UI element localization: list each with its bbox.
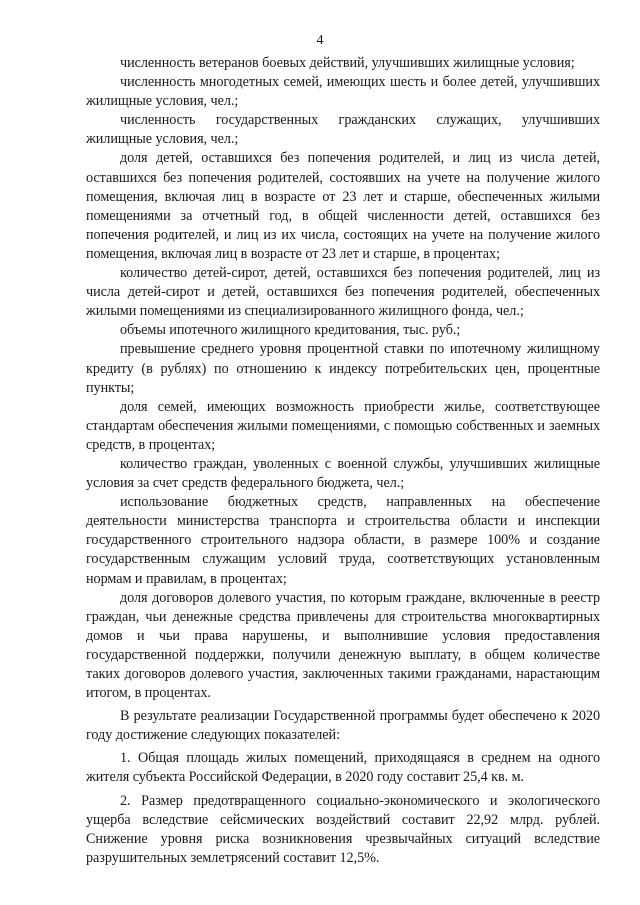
indicator-mortgage-volume: объемы ипотечного жилищного кредитования, тыс. руб.; [120, 322, 461, 339]
indicator-orphans-count: количество детей-сирот, детей, оставшихся без попечения родителей, лиц из числа детей-сирот и детей, оставшихся без попечения родителей, обеспеченных жилыми помещениями из специализированного жилищного фонда, чел.; [86, 265, 600, 320]
indicator-civil-servants: численность государственных гражданских служащих, улучшивших жилищные условия, чел.; [86, 112, 600, 148]
result-item-2: 2. Размер предотвращенного социально-экономического и экологического ущерба вследствие сейсмических воздействий составит 22,92 млрд. рублей. Снижение уровня риска возникновения чрезвычайных ситуаций вследствие разрушительных землетрясений составит 12,5%. [86, 792, 600, 866]
indicator-shared-construction: доля договоров долевого участия, по которым граждане, включенные в реестр граждан, чьи денежные средства привлечены для строительства многоквартирных домов и чьи права нарушены, и выполнившие условия предоставления государственной поддержки, получили денежную выплату, в общем количестве таких договоров долевого участия, заключенных такими гражданами, нарастающим итогом, в процентах. [86, 589, 600, 702]
indicator-combat-veterans: численность ветеранов боевых действий, улучшивших жилищные условия; [120, 55, 575, 71]
result-item-1: 1. Общая площадь жилых помещений, приходящаяся в среднем на одного жителя субъекта Российской Федерации, в 2020 году составит 25,4 кв. м. [86, 750, 600, 786]
indicator-orphans-share: доля детей, оставшихся без попечения родителей, и лиц из числа детей, оставшихся без попечения родителей, состоявших на учете на получение жилого помещения, включая лиц в возрасте от 23 лет и старше, обеспеченных жилыми помещениями за отчетный год, в общей численности детей, оставшихся без попечения родителей, и лиц из их числа, состоящих на учете на получение жилого помещения, включая лиц в возрасте от 23 лет и старше, в процентах; [86, 150, 600, 262]
indicator-discharged-military: количество граждан, уволенных с военной службы, улучшивших жилищные условия за счет средств федерального бюджета, чел.; [86, 455, 600, 492]
indicator-mortgage-rate: превышение среднего уровня процентной ставки по ипотечному жилищному кредиту (в рублях) по отношению к индексу потребительских цен, процентные пункты; [86, 341, 600, 396]
indicator-budget-use: использование бюджетных средств, направленных на обеспечение деятельности министерства транспорта и строительства области и инспекции государственного строительного надзора области, в размере 100% и создание государственным служащим условий труда, соответствующих установленным нормам и правилам, в процентах; [86, 494, 600, 587]
indicator-housing-affordability: доля семей, имеющих возможность приобрести жилье, соответствующее стандартам обеспечения жилыми помещениями, с помощью собственных и заемных средств, в процентах; [86, 398, 600, 453]
page-number: 4 [316, 33, 324, 48]
document-body [86, 54, 600, 868]
results-intro: В результате реализации Государственной программы будет обеспечено к 2020 году достижение следующих показателей: [86, 708, 600, 744]
indicator-large-families: численность многодетных семей, имеющих шесть и более детей, улучшивших жилищные условия, чел.; [86, 74, 600, 110]
